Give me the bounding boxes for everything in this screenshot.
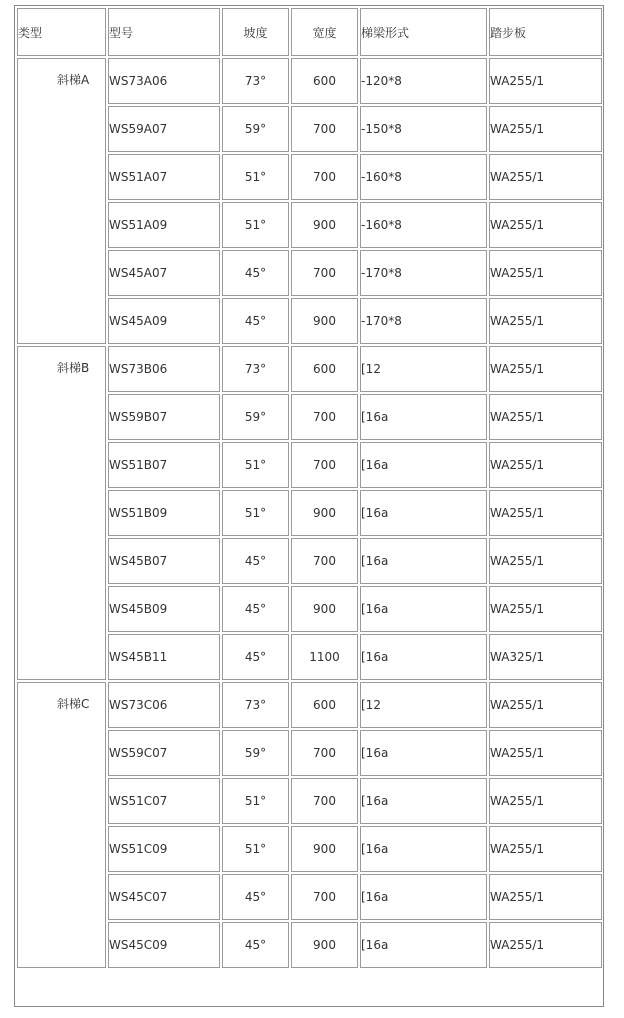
tread-cell: WA255/1: [489, 58, 602, 104]
header-width: 宽度: [291, 8, 358, 56]
tread-cell: WA255/1: [489, 826, 602, 872]
width-cell: 1100: [291, 634, 358, 680]
width-cell: 900: [291, 490, 358, 536]
tread-cell: WA255/1: [489, 346, 602, 392]
slope-cell: 51°: [222, 442, 289, 488]
beam-cell: [16a: [360, 586, 487, 632]
beam-cell: -170*8: [360, 250, 487, 296]
width-cell: 900: [291, 298, 358, 344]
slope-cell: 73°: [222, 58, 289, 104]
width-cell: 700: [291, 538, 358, 584]
model-cell: WS73B06: [108, 346, 220, 392]
beam-cell: -120*8: [360, 58, 487, 104]
beam-cell: [16a: [360, 922, 487, 968]
model-cell: WS45B07: [108, 538, 220, 584]
beam-cell: [16a: [360, 874, 487, 920]
slope-cell: 45°: [222, 634, 289, 680]
width-cell: 700: [291, 778, 358, 824]
model-cell: WS73A06: [108, 58, 220, 104]
beam-cell: [16a: [360, 826, 487, 872]
beam-cell: [16a: [360, 394, 487, 440]
table-row: [17, 682, 602, 728]
stair-spec-table: [15, 6, 604, 970]
slope-cell: 51°: [222, 826, 289, 872]
beam-cell: [16a: [360, 778, 487, 824]
slope-cell: 45°: [222, 586, 289, 632]
beam-cell: -160*8: [360, 154, 487, 200]
tread-cell: WA255/1: [489, 394, 602, 440]
tread-cell: WA255/1: [489, 682, 602, 728]
slope-cell: 45°: [222, 250, 289, 296]
tread-cell: WA255/1: [489, 922, 602, 968]
tread-cell: WA255/1: [489, 490, 602, 536]
model-cell: WS59C07: [108, 730, 220, 776]
model-cell: WS51B09: [108, 490, 220, 536]
slope-cell: 45°: [222, 538, 289, 584]
tread-cell: WA255/1: [489, 442, 602, 488]
model-cell: WS51A09: [108, 202, 220, 248]
tread-cell: WA255/1: [489, 874, 602, 920]
group-type-cell: 斜梯A: [17, 58, 106, 344]
tread-cell: WA255/1: [489, 586, 602, 632]
group-type-cell: 斜梯B: [17, 346, 106, 680]
model-cell: WS51C09: [108, 826, 220, 872]
tread-cell: WA255/1: [489, 250, 602, 296]
tread-cell: WA255/1: [489, 154, 602, 200]
beam-cell: -150*8: [360, 106, 487, 152]
width-cell: 700: [291, 730, 358, 776]
width-cell: 600: [291, 58, 358, 104]
tread-cell: WA255/1: [489, 298, 602, 344]
beam-cell: [16a: [360, 490, 487, 536]
header-type: 类型: [17, 8, 106, 56]
slope-cell: 51°: [222, 202, 289, 248]
beam-cell: -160*8: [360, 202, 487, 248]
width-cell: 600: [291, 682, 358, 728]
model-cell: WS45C09: [108, 922, 220, 968]
width-cell: 700: [291, 250, 358, 296]
slope-cell: 45°: [222, 922, 289, 968]
model-cell: WS59B07: [108, 394, 220, 440]
width-cell: 700: [291, 442, 358, 488]
beam-cell: [16a: [360, 538, 487, 584]
slope-cell: 51°: [222, 778, 289, 824]
table-header-row: [17, 8, 602, 56]
slope-cell: 73°: [222, 346, 289, 392]
beam-cell: [12: [360, 346, 487, 392]
width-cell: 600: [291, 346, 358, 392]
header-slope: 坡度: [222, 8, 289, 56]
beam-cell: [16a: [360, 442, 487, 488]
model-cell: WS45B09: [108, 586, 220, 632]
slope-cell: 51°: [222, 490, 289, 536]
slope-cell: 73°: [222, 682, 289, 728]
slope-cell: 45°: [222, 874, 289, 920]
width-cell: 900: [291, 202, 358, 248]
group-type-cell: 斜梯C: [17, 682, 106, 968]
slope-cell: 51°: [222, 154, 289, 200]
tread-cell: WA255/1: [489, 202, 602, 248]
slope-cell: 59°: [222, 730, 289, 776]
model-cell: WS73C06: [108, 682, 220, 728]
beam-cell: [12: [360, 682, 487, 728]
table-body: [17, 8, 602, 968]
beam-cell: [16a: [360, 730, 487, 776]
model-cell: WS45A07: [108, 250, 220, 296]
header-beam: 梯梁形式: [360, 8, 487, 56]
beam-cell: [16a: [360, 634, 487, 680]
model-cell: WS45B11: [108, 634, 220, 680]
width-cell: 700: [291, 106, 358, 152]
tread-cell: WA255/1: [489, 778, 602, 824]
model-cell: WS45A09: [108, 298, 220, 344]
tread-cell: WA255/1: [489, 730, 602, 776]
width-cell: 900: [291, 586, 358, 632]
header-tread: 踏步板: [489, 8, 602, 56]
model-cell: WS45C07: [108, 874, 220, 920]
width-cell: 700: [291, 874, 358, 920]
header-model: 型号: [108, 8, 220, 56]
tread-cell: WA255/1: [489, 106, 602, 152]
model-cell: WS51A07: [108, 154, 220, 200]
slope-cell: 59°: [222, 106, 289, 152]
tread-cell: WA325/1: [489, 634, 602, 680]
width-cell: 700: [291, 154, 358, 200]
width-cell: 700: [291, 394, 358, 440]
slope-cell: 59°: [222, 394, 289, 440]
table-row: [17, 346, 602, 392]
tread-cell: WA255/1: [489, 538, 602, 584]
beam-cell: -170*8: [360, 298, 487, 344]
slope-cell: 45°: [222, 298, 289, 344]
width-cell: 900: [291, 826, 358, 872]
width-cell: 900: [291, 922, 358, 968]
model-cell: WS51C07: [108, 778, 220, 824]
model-cell: WS51B07: [108, 442, 220, 488]
model-cell: WS59A07: [108, 106, 220, 152]
table-row: [17, 58, 602, 104]
